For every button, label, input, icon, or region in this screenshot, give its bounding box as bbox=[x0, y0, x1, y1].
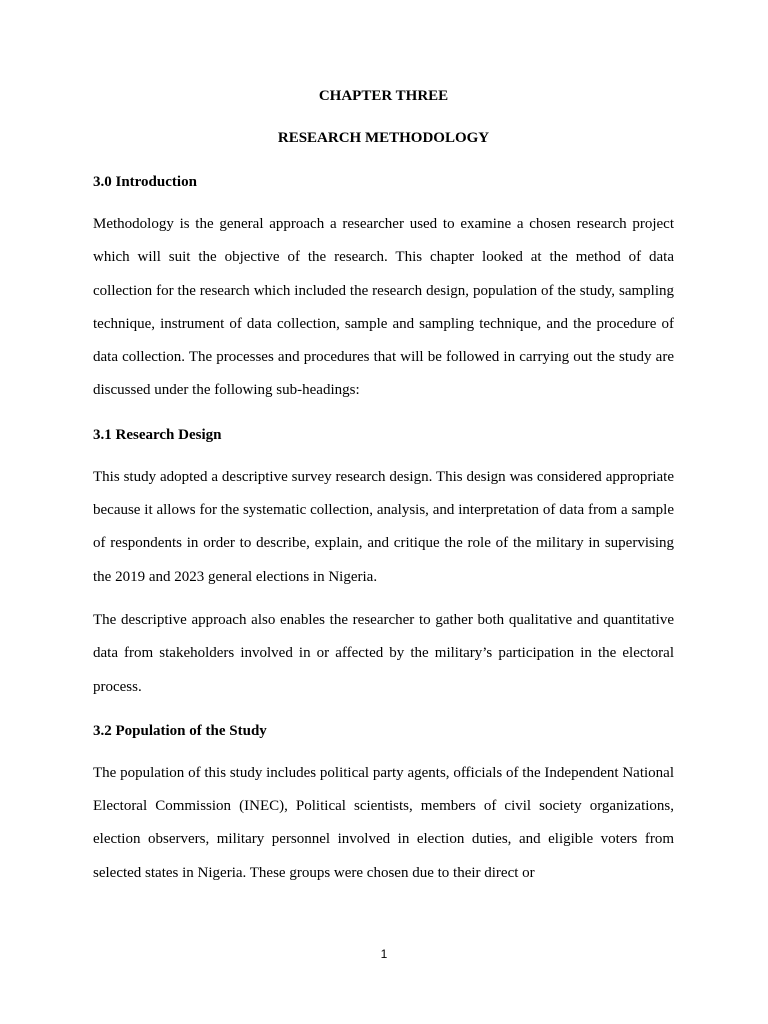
page-content bbox=[93, 86, 674, 907]
chapter-subtitle: RESEARCH METHODOLOGY bbox=[277, 130, 490, 146]
section-heading-introduction: 3.0 Introduction bbox=[93, 174, 197, 190]
chapter-title: CHAPTER THREE bbox=[318, 88, 449, 104]
introduction-paragraph: Methodology is the general approach a researcher used to examine a chosen research project which will suit the objective of the research. This chapter looked at the method of data collection for the research which included the research design, population of the study, sampling technique, instrument of data collection, sample and sampling technique, and the procedure of data collection. The processes and procedures that will be followed in carrying out the study are discussed under the following sub-headings: bbox=[93, 216, 674, 399]
research-design-paragraph-2: The descriptive approach also enables the researcher to gather both qualitative and quantitative data from stakeholders involved in or affected by the military’s participation in the electoral process. bbox=[93, 611, 674, 695]
page-number: 1 bbox=[380, 947, 388, 961]
section-heading-population: 3.2 Population of the Study bbox=[93, 722, 267, 739]
section-heading-research-design: 3.1 Research Design bbox=[93, 426, 222, 443]
research-design-paragraph-1: This study adopted a descriptive survey research design. This design was considered appropriate because it allows for the systematic collection, analysis, and interpretation of data from a sample of respondents in order to describe, explain, and critique the role of the military in supervising the 2019 and 2023 general elections in Nigeria. bbox=[93, 468, 674, 585]
population-paragraph: The population of this study includes political party agents, officials of the Independent National Electoral Commission (INEC), Political scientists, members of civil society organizations, election observers, military personnel involved in election duties, and eligible voters from selected states in Nigeria. These groups were chosen due to their direct or bbox=[93, 764, 674, 881]
